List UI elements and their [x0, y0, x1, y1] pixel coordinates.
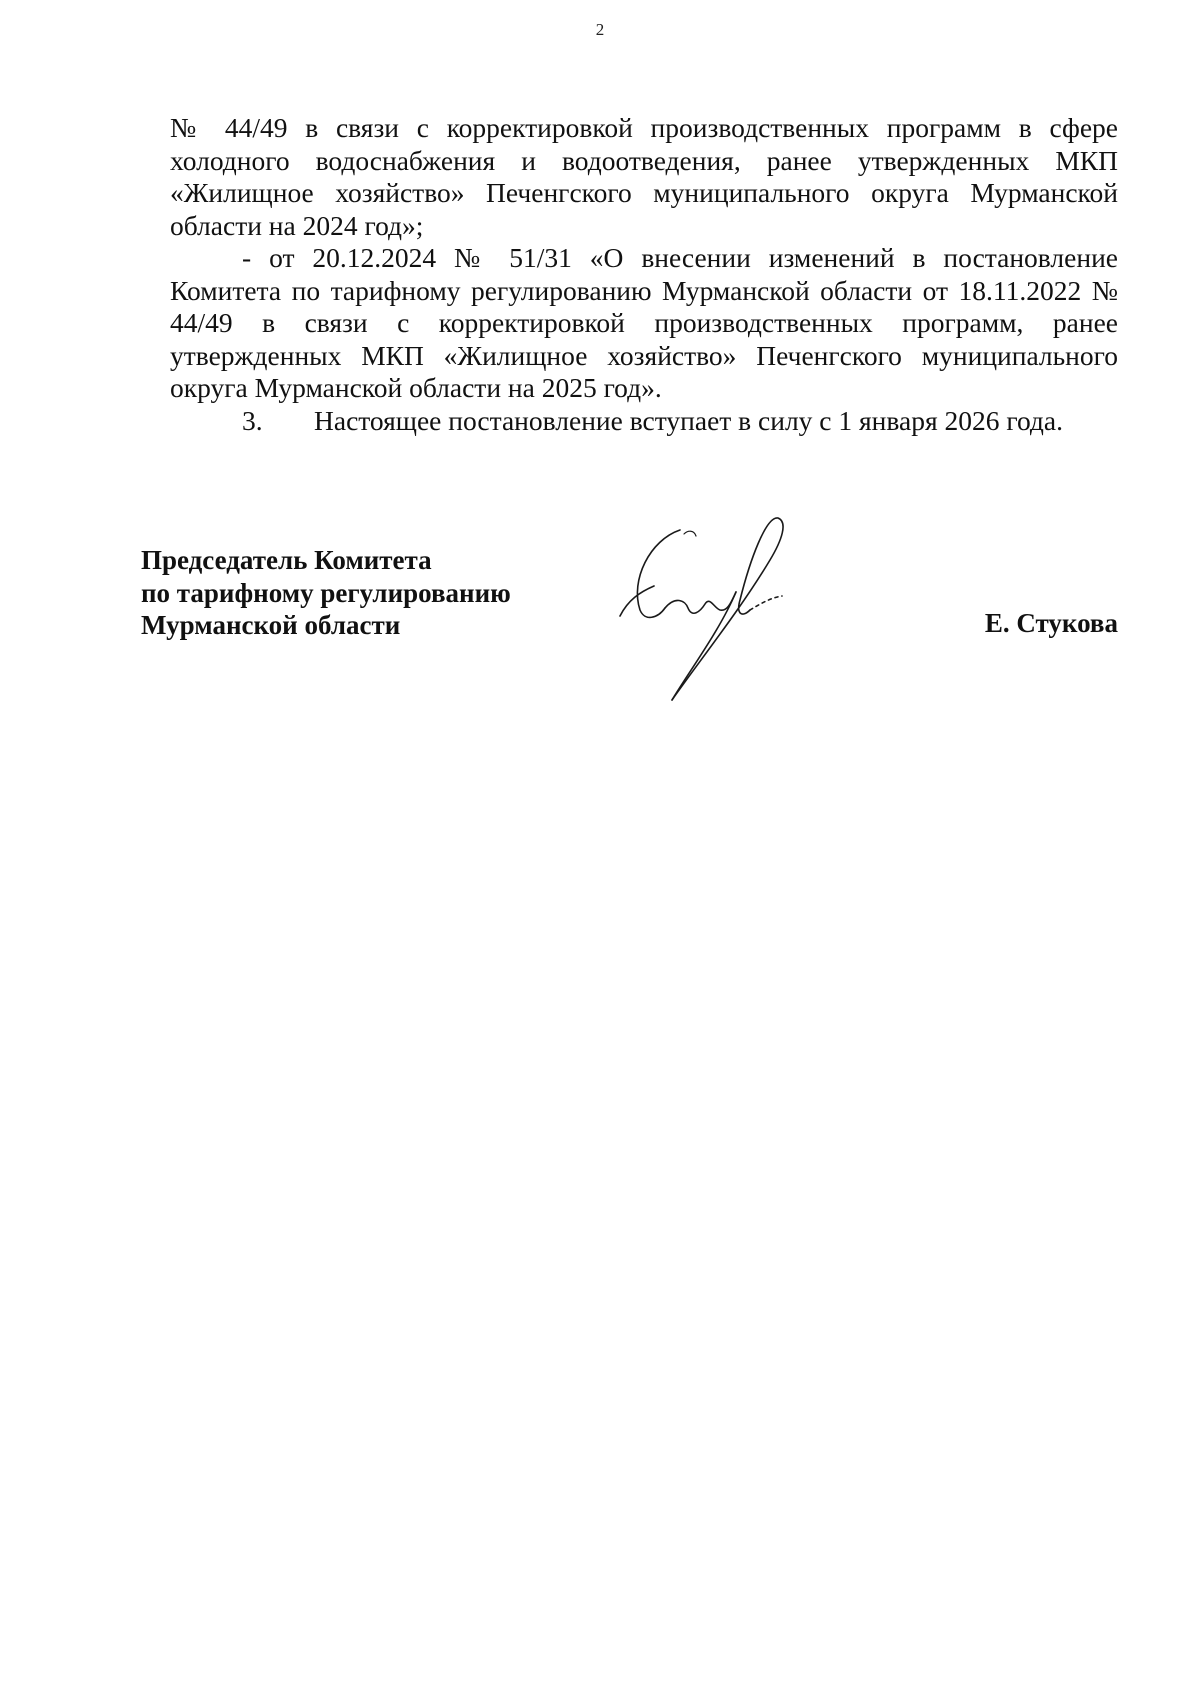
item-text: Настоящее постановление вступает в силу с 1 января 2026 года.: [314, 404, 1063, 436]
document-body: [170, 112, 1118, 437]
item-number: 3.: [242, 404, 263, 436]
paragraph-amendment-item: - от 20.12.2024 № 51/31 «О внесении изменений в постановление Комитета по тарифному регулированию Мурманской области от 18.11.2022 № 44/49 в связи с корректировкой производственных программ, ранее утвержденных МКП «Жилищное хозяйство» Печенгского муниципального округа Мурманской области на 2025 год».: [170, 242, 1118, 403]
signatory-name: Е. Стукова: [984, 608, 1118, 638]
signatory-position-line: Мурманской области: [141, 610, 401, 640]
page-number: 2: [595, 20, 605, 39]
signatory-position: [141, 544, 511, 642]
paragraph-continuation: № 44/49 в связи с корректировкой производственных программ в сфере холодного водоснабжения и водоотведения, ранее утвержденных МКП «Жилищное хозяйство» Печенгского муниципального округа Мурманской области на 2024 год»;: [170, 112, 1118, 241]
paragraph-numbered-item: [170, 405, 1118, 438]
signatory-position-line: Председатель Комитета: [141, 545, 432, 575]
signatory-position-line: по тарифному регулированию: [141, 577, 511, 608]
handwritten-signature: [610, 500, 850, 710]
